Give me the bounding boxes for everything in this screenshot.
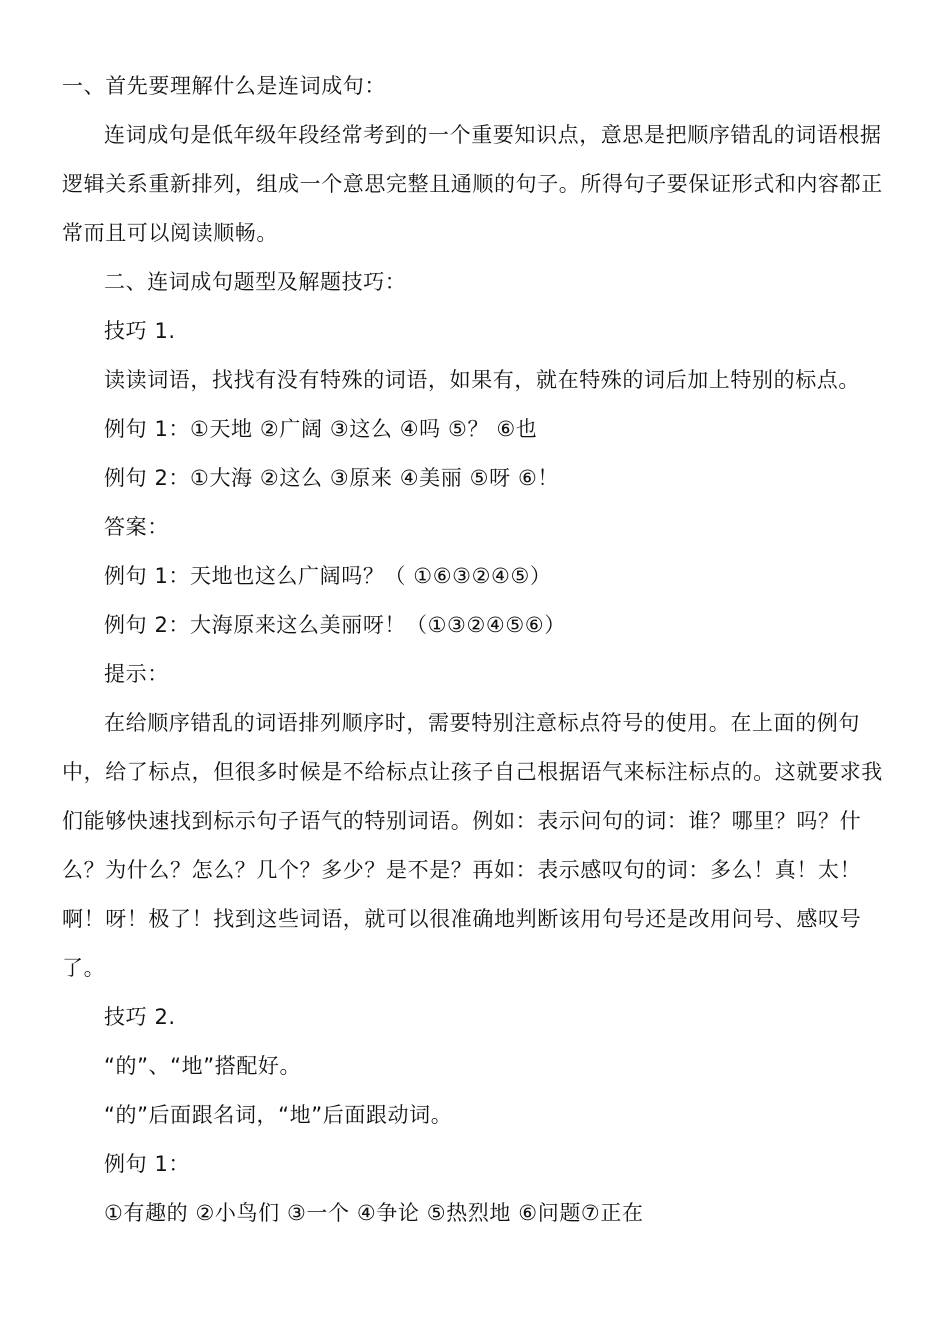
tip-2-rule: “的”、“地”搭配好。	[104, 1054, 302, 1078]
answer-label: 答案：	[104, 515, 169, 539]
tip-1-description: 读读词语，找找有没有特殊的词语，如果有，就在特殊的词后加上特别的标点。	[104, 368, 860, 392]
heading-section-1: 一、首先要理解什么是连词成句：	[62, 74, 386, 98]
heading-section-2: 二、连词成句题型及解题技巧：	[104, 270, 407, 294]
tip-2-explanation: “的”后面跟名词，“地”后面跟动词。	[104, 1103, 453, 1127]
tip-2-title: 技巧 2.	[104, 1005, 176, 1029]
example-2-words: 例句 2：①大海 ②这么 ③原来 ④美丽 ⑤呀 ⑥！	[104, 466, 559, 490]
tip-2-example-words: ①有趣的 ②小鸟们 ③一个 ④争论 ⑤热烈地 ⑥问题⑦正在	[104, 1201, 644, 1225]
paragraph-definition: 连词成句是低年级年段经常考到的一个重要知识点，意思是把顺序错乱的词语根据逻辑关系重新排列，组成一个意思完整且通顺的句子。所得句子要保证形式和内容都正常而且可以阅读顺畅。	[62, 123, 883, 245]
hint-label: 提示：	[104, 662, 169, 686]
example-1-words: 例句 1：①天地 ②广阔 ③这么 ④吗 ⑤？ ⑥也	[104, 417, 538, 441]
answer-example-1: 例句 1：天地也这么广阔吗？（ ①⑥③②④⑤）	[104, 564, 552, 588]
answer-example-2: 例句 2：大海原来这么美丽呀！（①③②④⑤⑥）	[104, 613, 566, 637]
document-page	[62, 62, 898, 1238]
tip-2-example-label: 例句 1：	[104, 1152, 191, 1176]
tip-1-title: 技巧 1.	[104, 319, 176, 343]
hint-paragraph: 在给顺序错乱的词语排列顺序时，需要特别注意标点符号的使用。在上面的例句中，给了标点，但很多时候是不给标点让孩子自己根据语气来标注标点的。这就要求我们能够快速找到标示句子语气的特别词语。例如：表示问句的词：谁？哪里？吗？什么？为什么？怎么？几个？多少？是不是？再如：表示感叹句的词：多么！真！太！啊！呀！极了！找到这些词语，就可以很准确地判断该用句号还是改用问号、感叹号了。	[62, 711, 883, 980]
